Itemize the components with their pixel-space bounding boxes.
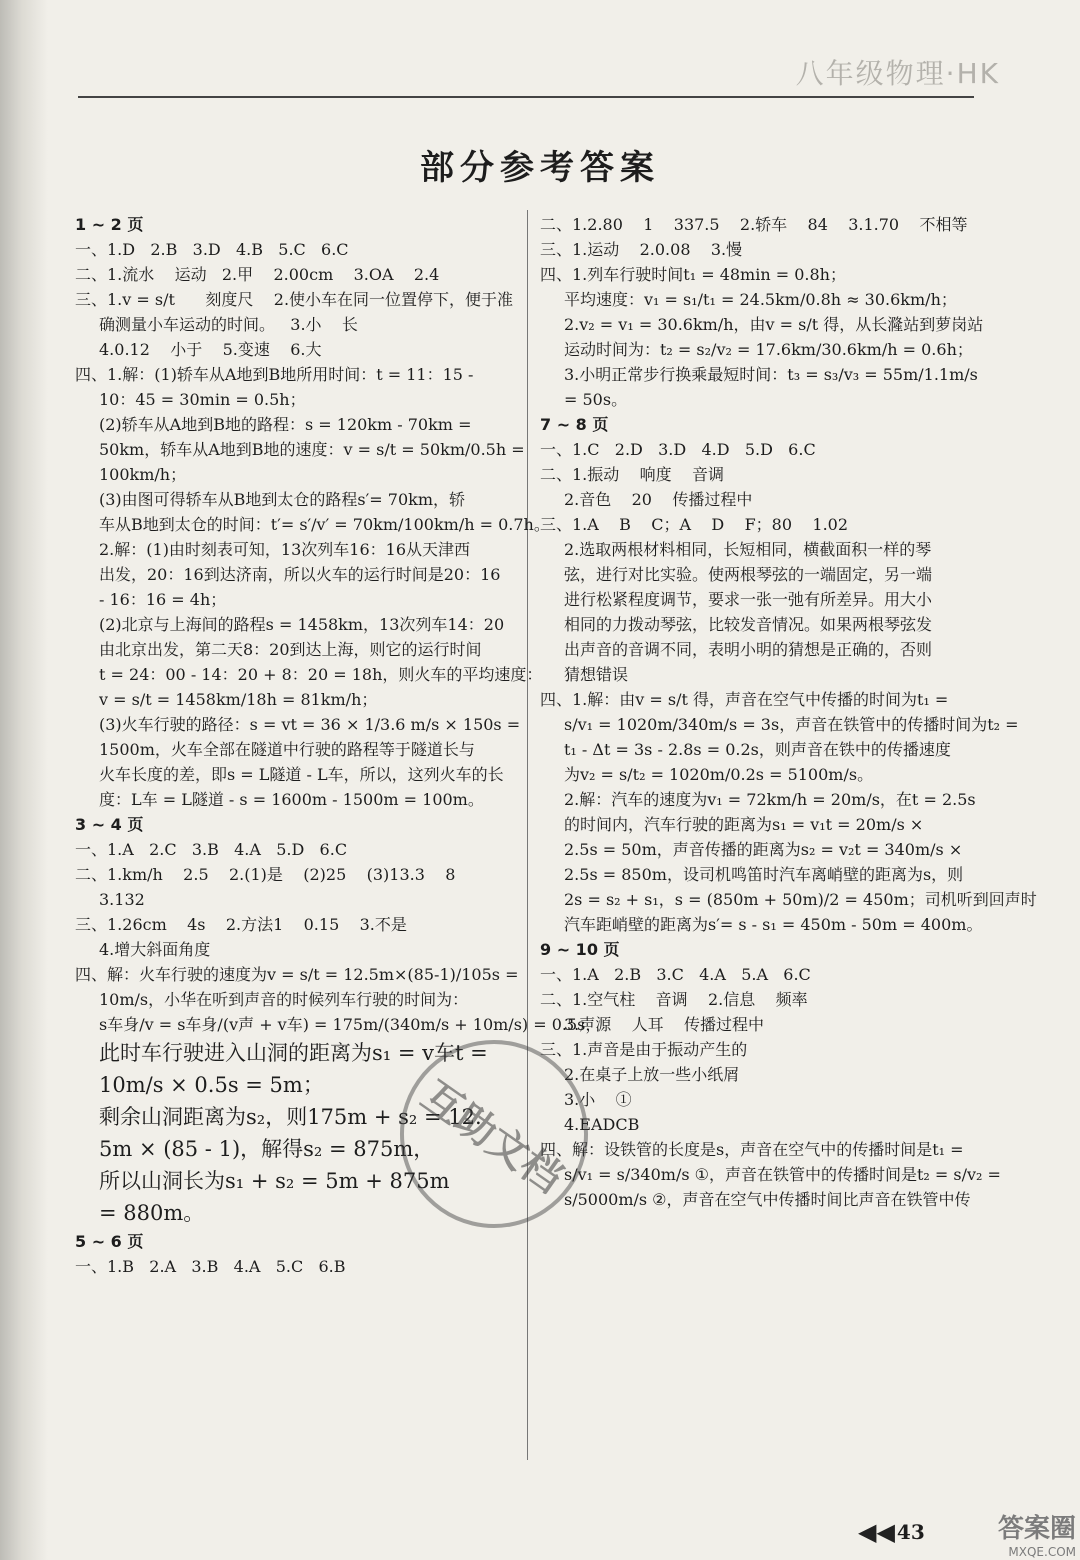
answer-line: 一、1.C 2.D 3.D 4.D 5.D 6.C <box>540 440 816 459</box>
section-heading: 1 ~ 2 页 <box>75 215 144 234</box>
answer-line: (2)北京与上海间的路程s = 1458km，13次列车14：20 <box>99 615 505 634</box>
answer-line: 四、解：火车行驶的速度为v = s/t = 12.5m×(85-1)/105s = <box>75 965 519 984</box>
answer-line: 弦，进行对比实验。使两根琴弦的一端固定，另一端 <box>564 565 933 584</box>
answer-line: 出声音的音调不同，表明小明的猜想是正确的，否则 <box>564 640 933 659</box>
answer-line: 2.v₂ = v₁ = 30.6km/h，由v = s/t 得，从长漋站到萝岗站 <box>564 315 984 334</box>
answer-line: 3.132 <box>99 890 145 909</box>
answer-line: 2.选取两根材料相同，长短相同，横截面积一样的琴 <box>564 540 932 559</box>
answer-line: 运动时间为：t₂ = s₂/v₂ = 17.6km/30.6km/h = 0.6h； <box>564 340 973 359</box>
answer-line: 由北京出发，第二天8：20到达上海，则它的运行时间 <box>99 640 482 659</box>
stamp-text: 互助文档 <box>413 1071 572 1202</box>
logo-url: MXQE.COM <box>1008 1545 1076 1559</box>
answer-line: s车身/v = s车身/(v声 + v车) = 175m/(340m/s + 10m/s) = 0.5s， <box>99 1015 602 1034</box>
section-heading: 5 ~ 6 页 <box>75 1232 144 1251</box>
answer-line: t₁ - Δt = 3s - 2.8s = 0.2s，则声音在铁中的传播速度 <box>564 740 951 759</box>
answer-line: 三、1.A B C；A D F；80 1.02 <box>540 515 849 534</box>
right-column <box>540 212 1037 1212</box>
answer-line: 猜想错误 <box>564 665 629 684</box>
answer-line: 进行松紧程度调节，要求一张一弛有所差异。用大小 <box>564 590 933 609</box>
answer-line: 的时间内，汽车行驶的距离为s₁ = v₁t = 20m/s × <box>564 815 924 834</box>
answer-line: 一、1.A 2.C 3.B 4.A 5.D 6.C <box>75 840 348 859</box>
answer-line: 2.音色 20 传播过程中 <box>564 490 753 509</box>
answer-line: 一、1.A 2.B 3.C 4.A 5.A 6.C <box>540 965 811 984</box>
answer-line: 三、1.运动 2.0.08 3.慢 <box>540 240 743 259</box>
answer-line: 车从B地到太仓的时间：t′= s′/v′ = 70km/100km/h = 0.7h。 <box>99 515 550 534</box>
logo-text: 答案圈 <box>997 1514 1076 1544</box>
answer-line: 此时车行驶进入山洞的距离为s₁ = v车t = <box>99 1041 488 1065</box>
answer-line: 2.5s = 50m，声音传播的距离为s₂ = v₂t = 340m/s × <box>564 840 963 859</box>
answer-line: 二、1.km/h 2.5 2.(1)是 (2)25 (3)13.3 8 <box>75 865 456 884</box>
answer-line: 5m × (85 - 1)，解得s₂ = 875m， <box>99 1137 435 1161</box>
answer-line: 相同的力拨动琴弦，比较发音情况。如果两根琴弦发 <box>564 615 933 634</box>
answer-line: v = s/t = 1458km/18h = 81km/h； <box>99 690 378 709</box>
page-number: 43 <box>896 1520 925 1544</box>
answer-line: 三、1.26cm 4s 2.方法1 0.15 3.不是 <box>75 915 407 934</box>
answer-line: 四、1.解：由v = s/t 得，声音在空气中传播的时间为t₁ = <box>540 690 949 709</box>
corner-watermark-logo <box>900 1508 1076 1559</box>
answer-line: 100km/h； <box>99 465 187 484</box>
answer-line: 二、1.2.80 1 337.5 2.轿车 84 3.1.70 不相等 <box>540 215 968 234</box>
answer-line: 4.EADCB <box>564 1115 640 1134</box>
answer-line: 火车长度的差，即s = L隧道 - L车，所以，这列火车的长 <box>99 765 504 784</box>
answer-line: 二、1.流水 运动 2.甲 2.00cm 3.OA 2.4 <box>75 265 440 284</box>
section-heading: 9 ~ 10 页 <box>540 940 620 959</box>
answer-line: 2.解：(1)由时刻表可知，13次列车16：16从天津西 <box>99 540 471 559</box>
binding-shadow <box>0 0 48 1560</box>
answer-line: 3.小明正常步行换乘最短时间：t₃ = s₃/v₃ = 55m/1.1m/s <box>564 365 978 384</box>
section-heading: 7 ~ 8 页 <box>540 415 609 434</box>
answer-line: 二、1.振动 响度 音调 <box>540 465 724 484</box>
answer-line: 3.声源 人耳 传播过程中 <box>564 1015 764 1034</box>
answer-line: 四、1.列车行驶时间t₁ = 48min = 0.8h； <box>540 265 846 284</box>
answer-line: 确测量小车运动的时间。 3.小 长 <box>99 315 358 334</box>
answer-line: (2)轿车从A地到B地的路程：s = 120km - 70km = <box>99 415 472 434</box>
answer-line: 10m/s × 0.5s = 5m； <box>99 1073 324 1097</box>
answer-line: 剩余山洞距离为s₂，则175m + s₂ = 12. <box>99 1105 482 1129</box>
answer-line: 四、解：设铁管的长度是s，声音在空气中的传播时间是t₁ = <box>540 1140 964 1159</box>
answer-line: 3.小 ① <box>564 1090 632 1109</box>
answer-line: 4.增大斜面角度 <box>99 940 211 959</box>
answer-line: 1500m，火车全部在隧道中行驶的路程等于隧道长与 <box>99 740 475 759</box>
answer-line: 汽车距峭壁的距离为s′= s - s₁ = 450m - 50m = 400m。 <box>564 915 983 934</box>
answer-line: s/v₁ = s/340m/s ①，声音在铁管中的传播时间是t₂ = s/v₂ = <box>564 1165 1001 1184</box>
answer-line: = 880m。 <box>99 1201 205 1225</box>
answer-line: t = 24：00 - 14：20 + 8：20 = 18h，则火车的平均速度： <box>99 665 543 684</box>
answer-line: 所以山洞长为s₁ + s₂ = 5m + 875m <box>99 1169 450 1193</box>
answer-line: 二、1.空气柱 音调 2.信息 频率 <box>540 990 808 1009</box>
double-arrow-icon: ◀◀ <box>858 1518 895 1546</box>
column-divider <box>527 210 528 1460</box>
answer-line: 一、1.B 2.A 3.B 4.A 5.C 6.B <box>75 1257 346 1276</box>
answer-line: - 16：16 = 4h； <box>99 590 227 609</box>
answer-line: 一、1.D 2.B 3.D 4.B 5.C 6.C <box>75 240 349 259</box>
page-title: 部分参考答案 <box>420 148 660 188</box>
answer-line: 四、1.解：(1)轿车从A地到B地所用时间：t = 11：15 - <box>75 365 474 384</box>
answer-line: = 50s。 <box>564 390 628 409</box>
answer-line: 2.5s = 850m，设司机鸣笛时汽车离峭壁的距离为s，则 <box>564 865 964 884</box>
answer-line: 度：L车 = L隧道 - s = 1600m - 1500m = 100m。 <box>99 790 484 809</box>
answer-line: 50km，轿车从A地到B地的速度：v = s/t = 50km/0.5h = <box>99 440 525 459</box>
answer-line: 4.0.12 小于 5.变速 6.大 <box>99 340 322 359</box>
answer-line: 10：45 = 30min = 0.5h； <box>99 390 306 409</box>
answer-line: 为v₂ = s/t₂ = 1020m/0.2s = 5100m/s。 <box>564 765 874 784</box>
answer-line: 平均速度：v₁ = s₁/t₁ = 24.5km/0.8h ≈ 30.6km/h； <box>564 290 957 309</box>
answer-line: 2s = s₂ + s₁，s = (850m + 50m)/2 = 450m；司机听到回声时 <box>564 890 1037 909</box>
answer-line: s/5000m/s ②，声音在空气中传播时间比声音在铁管中传 <box>564 1190 971 1209</box>
answer-line: 2.解：汽车的速度为v₁ = 72km/h = 20m/s，在t = 2.5s <box>564 790 976 809</box>
answer-line: 10m/s，小华在听到声音的时候列车行驶的时间为： <box>99 990 469 1009</box>
answer-line: (3)火车行驶的路径：s = vt = 36 × 1/3.6 m/s × 150s = <box>99 715 521 734</box>
answer-line: 三、1.v = s/t 刻度尺 2.使小车在同一位置停下，便于准 <box>75 290 514 309</box>
answer-line: 三、1.声音是由于振动产生的 <box>540 1040 748 1059</box>
answer-line: 出发，20：16到达济南，所以火车的运行时间是20：16 <box>99 565 501 584</box>
answer-line: s/v₁ = 1020m/340m/s = 3s，声音在铁管中的传播时间为t₂ = <box>564 715 1019 734</box>
header-rule <box>78 96 974 98</box>
section-heading: 3 ~ 4 页 <box>75 815 144 834</box>
answer-line: 2.在桌子上放一些小纸屑 <box>564 1065 740 1084</box>
answer-line: (3)由图可得轿车从B地到太仓的路程s′= 70km，轿 <box>99 490 465 509</box>
running-header: 八年级物理·HK <box>795 57 1000 90</box>
